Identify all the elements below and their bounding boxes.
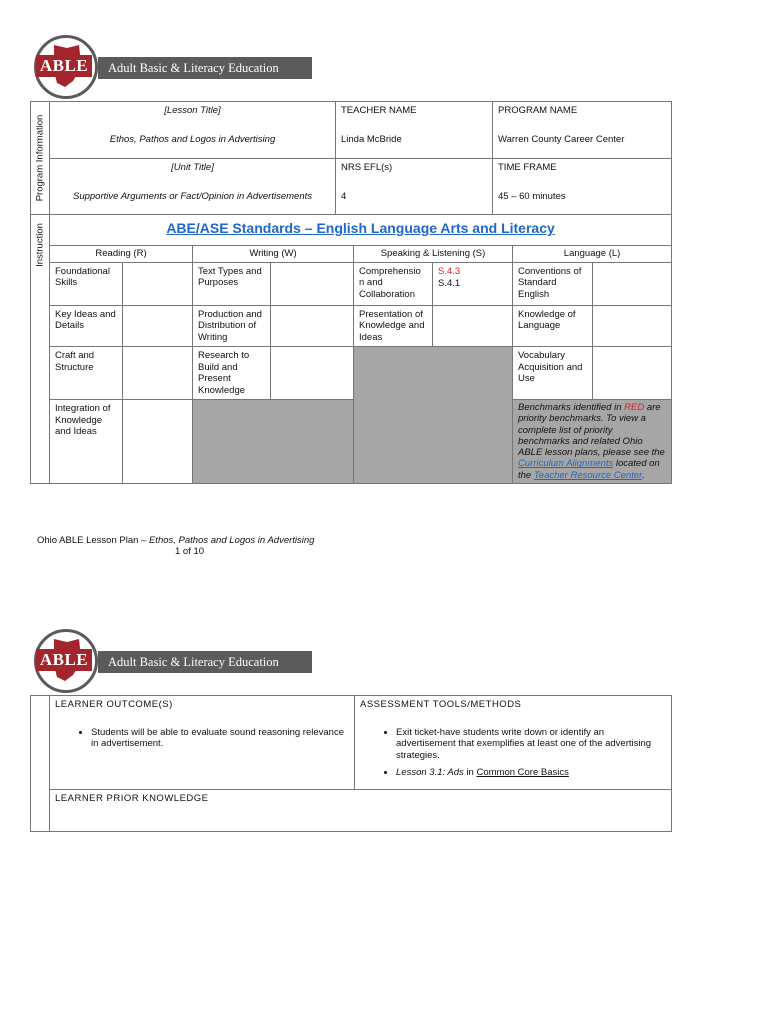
- time-frame-label: TIME FRAME: [498, 162, 557, 173]
- program-info-label: Program Information: [34, 114, 46, 202]
- header-reading: Reading (R): [50, 246, 193, 263]
- writing-code-cell: [271, 305, 354, 347]
- speaking-code: S.4.1: [438, 278, 461, 289]
- unit-title-cell: [50, 159, 336, 215]
- time-frame-value: 45 – 60 minutes: [498, 190, 566, 202]
- teacher-name-label: TEACHER NAME: [341, 105, 417, 116]
- language-code-cell: [593, 305, 672, 347]
- logo-banner: Adult Basic & Literacy Education: [98, 651, 312, 673]
- unit-title-label: [Unit Title]: [171, 162, 214, 173]
- reading-key-ideas: Key Ideas and Details: [50, 305, 123, 347]
- reading-foundational: Foundational Skills: [50, 262, 123, 305]
- speaking-comprehension: Comprehensio n and Collaboration: [354, 262, 433, 305]
- writing-code-cell: [271, 347, 354, 400]
- writing-code-cell: [271, 262, 354, 305]
- teacher-name: Linda McBride: [341, 133, 402, 145]
- header-language: Language (L): [513, 246, 672, 263]
- page2-side: [31, 696, 50, 832]
- lesson-title: Ethos, Pathos and Logos in Advertising: [109, 133, 276, 145]
- logo-badge: ABLE: [36, 55, 92, 77]
- teacher-name-cell: [336, 102, 493, 159]
- benchmark-note: Benchmarks identified in RED are priority benchmarks. To view a complete list of priority benchmarks and related Ohio ABLE lesson plans, please see the Curriculum Alignments located on the Teacher Resource Center.: [513, 400, 672, 484]
- logo-banner: Adult Basic & Literacy Education: [98, 57, 312, 79]
- able-logo: [34, 35, 314, 105]
- language-conventions: Conventions of Standard English: [513, 262, 593, 305]
- prior-knowledge-cell: [50, 790, 672, 832]
- learner-outcomes-label: LEARNER OUTCOME(S): [55, 699, 173, 710]
- standards-title-cell: [50, 215, 672, 246]
- curriculum-alignments-link[interactable]: Curriculum Alignments: [518, 458, 614, 470]
- footer-title-line: Ohio ABLE Lesson Plan – Ethos, Pathos and Logos in Advertising: [37, 535, 315, 546]
- instruction-side: [31, 215, 50, 484]
- program-name-cell: [493, 102, 672, 159]
- gray-block: [354, 347, 513, 484]
- writing-research: Research to Build and Present Knowledge: [193, 347, 271, 400]
- page-number: 1 of 10: [175, 546, 205, 557]
- reading-code-cell: [123, 305, 193, 347]
- gray-block: [193, 400, 354, 484]
- assessment-label: ASSESSMENT TOOLS/METHODS: [360, 699, 522, 710]
- time-frame-cell: [493, 159, 672, 215]
- assessment-item: • Lesson 3.1: Ads in Common Core Basics: [396, 767, 666, 779]
- common-core-basics-link[interactable]: Common Core Basics: [476, 767, 569, 778]
- standards-table: [30, 214, 672, 484]
- reading-code-cell: [123, 262, 193, 305]
- learner-outcomes-table: [30, 695, 672, 832]
- speaking-presentation: Presentation of Knowledge and Ideas: [354, 305, 433, 347]
- outcome-list: [55, 727, 349, 750]
- program-info-table: [30, 101, 672, 215]
- assessment-list: [360, 727, 666, 779]
- speaking-code-cell: [433, 262, 513, 305]
- lesson-title-label: [Lesson Title]: [164, 105, 221, 116]
- language-knowledge: Knowledge of Language: [513, 305, 593, 347]
- teacher-resource-center-link[interactable]: Teacher Resource Center: [533, 469, 642, 481]
- reading-code-cell: [123, 347, 193, 400]
- program-name-label: PROGRAM NAME: [498, 105, 578, 116]
- standards-title[interactable]: ABE/ASE Standards – English Language Arts and Literacy: [166, 220, 555, 236]
- program-name: Warren County Career Center: [498, 133, 625, 145]
- header-speaking: Speaking & Listening (S): [354, 246, 513, 263]
- nrs-label: NRS EFL(s): [341, 162, 393, 173]
- assessment-cell: [355, 696, 672, 790]
- header-writing: Writing (W): [193, 246, 354, 263]
- assessment-item: • Exit ticket-have students write down or identify an advertisement that exemplifies at least one of the advertising strategies.: [396, 727, 666, 762]
- outcome-item: • Students will be able to evaluate sound reasoning relevance in advertisement.: [91, 727, 349, 750]
- able-logo: [34, 629, 314, 699]
- page-footer: [37, 535, 314, 557]
- reading-code-cell: [123, 400, 193, 484]
- nrs-value: 4: [341, 190, 347, 202]
- nrs-cell: [336, 159, 493, 215]
- logo-badge: ABLE: [36, 649, 92, 671]
- reading-craft: Craft and Structure: [50, 347, 123, 400]
- language-code-cell: [593, 347, 672, 400]
- writing-production: Production and Distribution of Writing: [193, 305, 271, 347]
- unit-title: Supportive Arguments or Fact/Opinion in Advertisements: [72, 190, 313, 202]
- prior-knowledge-label: LEARNER PRIOR KNOWLEDGE: [55, 793, 209, 804]
- lesson-title-cell: [50, 102, 336, 159]
- instruction-label: Instruction: [34, 223, 46, 267]
- writing-text-types: Text Types and Purposes: [193, 262, 271, 305]
- program-info-side: [31, 102, 50, 215]
- reading-integration: Integration of Knowledge and Ideas: [50, 400, 123, 484]
- speaking-code-priority: S.4.3: [438, 265, 461, 277]
- language-vocabulary: Vocabulary Acquisition and Use: [513, 347, 593, 400]
- language-code-cell: [593, 262, 672, 305]
- learner-outcomes-cell: [50, 696, 355, 790]
- speaking-code-cell: [433, 305, 513, 347]
